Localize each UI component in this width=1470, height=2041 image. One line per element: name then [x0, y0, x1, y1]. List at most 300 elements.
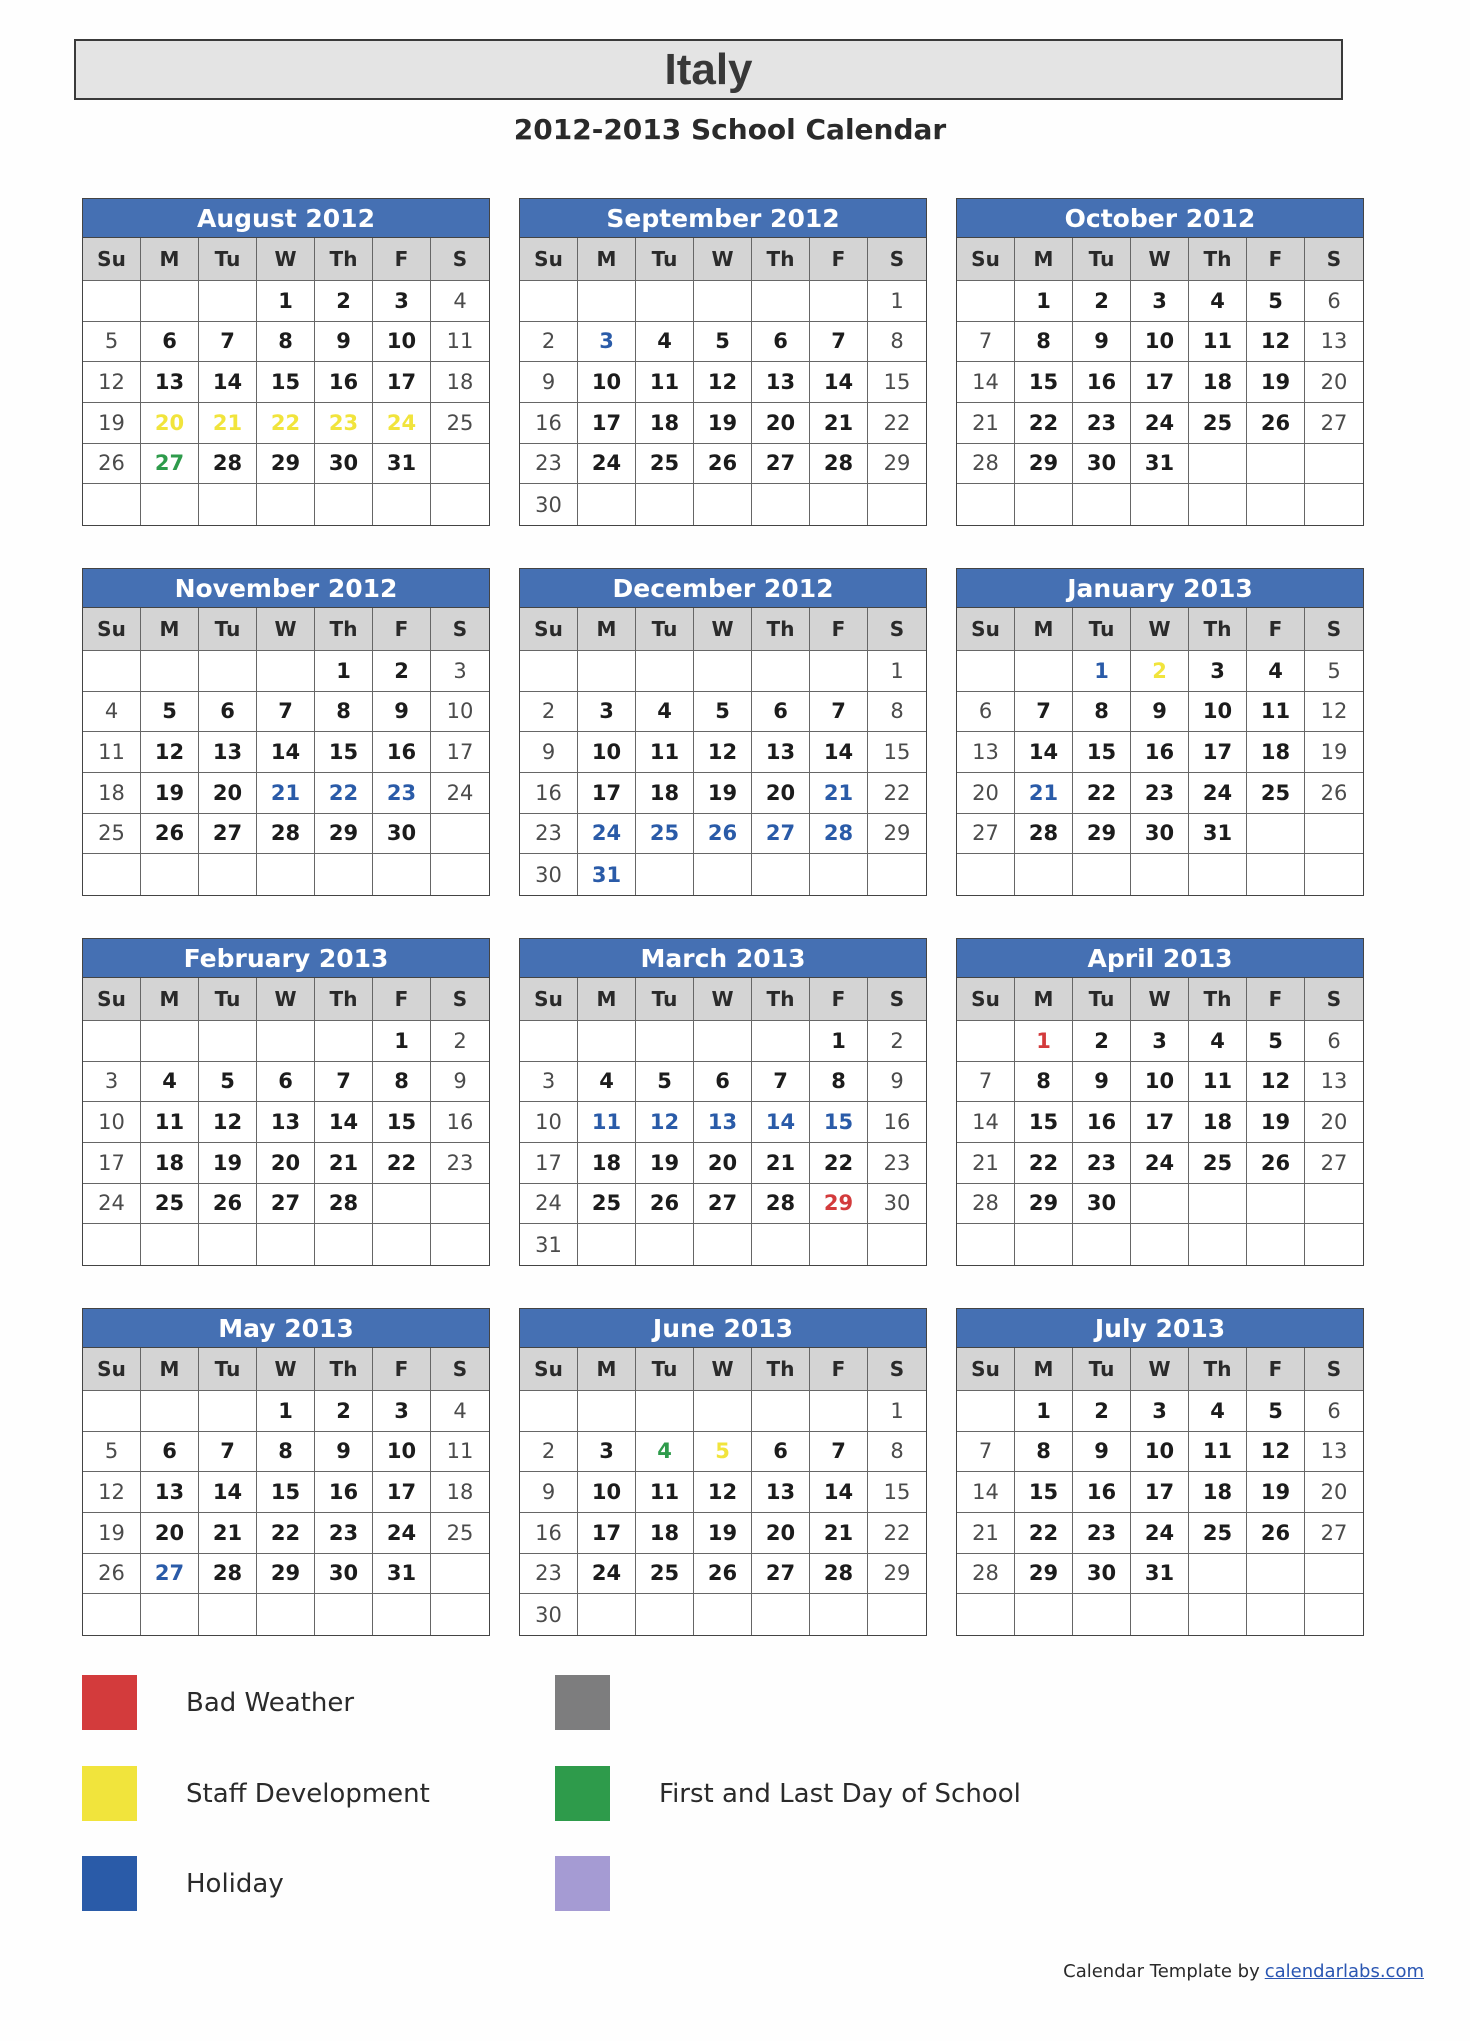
day-cell: 30 [520, 854, 578, 895]
day-cell: 16 [1073, 1102, 1131, 1143]
day-cell: 9 [1073, 1432, 1131, 1473]
day-cell: 20 [752, 403, 810, 444]
day-cell: 5 [694, 1432, 752, 1473]
empty-cell [1015, 854, 1073, 895]
day-cell: 14 [199, 1472, 257, 1513]
empty-cell [810, 1391, 868, 1432]
empty-cell [1015, 1594, 1073, 1635]
day-cell: 17 [373, 362, 431, 403]
day-cell: 22 [1073, 773, 1131, 814]
day-cell: 1 [257, 1391, 315, 1432]
empty-cell [199, 1224, 257, 1265]
empty-cell [1305, 1594, 1363, 1635]
day-cell: 28 [957, 1184, 1015, 1225]
day-cell: 3 [373, 1391, 431, 1432]
weekday-label: M [1015, 608, 1073, 651]
weekday-label: F [373, 1348, 431, 1391]
day-cell: 28 [810, 1554, 868, 1595]
empty-cell [199, 854, 257, 895]
day-cell: 12 [1247, 1062, 1305, 1103]
day-cell: 24 [83, 1184, 141, 1225]
day-cell: 12 [694, 732, 752, 773]
day-cell: 19 [1305, 732, 1363, 773]
day-cell: 18 [1247, 732, 1305, 773]
day-cell: 12 [1247, 1432, 1305, 1473]
empty-cell [1073, 1594, 1131, 1635]
day-cell: 20 [1305, 1472, 1363, 1513]
empty-cell [199, 1391, 257, 1432]
empty-cell [694, 1224, 752, 1265]
empty-cell [1305, 484, 1363, 525]
empty-cell [1305, 854, 1363, 895]
day-cell: 15 [315, 732, 373, 773]
day-cell: 22 [1015, 403, 1073, 444]
empty-cell [431, 854, 489, 895]
empty-cell [694, 1594, 752, 1635]
empty-cell [431, 1184, 489, 1225]
day-cell: 7 [957, 1062, 1015, 1103]
weekday-label: Tu [636, 978, 694, 1021]
day-cell: 21 [752, 1143, 810, 1184]
day-cell: 16 [315, 362, 373, 403]
empty-cell [373, 1594, 431, 1635]
day-cell: 8 [868, 322, 926, 363]
day-cell: 30 [868, 1184, 926, 1225]
weekday-label: S [431, 608, 489, 651]
weekday-label: S [1305, 1348, 1363, 1391]
day-cell: 16 [520, 1513, 578, 1554]
day-cell: 2 [1131, 651, 1189, 692]
day-cell: 31 [520, 1224, 578, 1265]
month-calendar [519, 938, 927, 1266]
month-calendar [82, 938, 490, 1266]
day-cell: 19 [83, 1513, 141, 1554]
day-cell: 9 [1073, 322, 1131, 363]
day-cell: 16 [868, 1102, 926, 1143]
day-cell: 2 [520, 1432, 578, 1473]
day-cell: 10 [373, 1432, 431, 1473]
month-title: December 2012 [520, 569, 926, 608]
day-cell: 29 [868, 1554, 926, 1595]
day-cell: 23 [315, 403, 373, 444]
empty-cell [257, 854, 315, 895]
empty-cell [141, 1594, 199, 1635]
day-cell: 25 [1247, 773, 1305, 814]
month-title: November 2012 [83, 569, 489, 608]
empty-cell [520, 281, 578, 322]
day-cell: 15 [868, 1472, 926, 1513]
empty-cell [257, 1021, 315, 1062]
weekday-label: S [868, 608, 926, 651]
day-cell: 23 [868, 1143, 926, 1184]
empty-cell [1247, 484, 1305, 525]
empty-cell [694, 854, 752, 895]
day-cell: 23 [1073, 1143, 1131, 1184]
empty-cell [1305, 1554, 1363, 1595]
day-cell: 25 [578, 1184, 636, 1225]
day-cell: 2 [1073, 1391, 1131, 1432]
day-cell: 26 [694, 444, 752, 485]
day-cell: 7 [199, 322, 257, 363]
day-cell: 22 [1015, 1143, 1073, 1184]
day-cell: 13 [141, 1472, 199, 1513]
empty-cell [141, 484, 199, 525]
empty-cell [578, 1021, 636, 1062]
day-cell: 17 [578, 1513, 636, 1554]
day-cell: 4 [1189, 1021, 1247, 1062]
day-cell: 19 [1247, 1102, 1305, 1143]
empty-cell [752, 281, 810, 322]
empty-cell [199, 1594, 257, 1635]
weekday-label: S [868, 978, 926, 1021]
day-cell: 27 [199, 814, 257, 855]
month-title: September 2012 [520, 199, 926, 238]
day-cell: 27 [752, 444, 810, 485]
day-cell: 8 [257, 322, 315, 363]
day-cell: 28 [315, 1184, 373, 1225]
day-cell: 20 [752, 773, 810, 814]
day-cell: 25 [1189, 1513, 1247, 1554]
day-cell: 22 [257, 403, 315, 444]
day-cell: 19 [1247, 362, 1305, 403]
day-cell: 28 [1015, 814, 1073, 855]
weekday-label: Tu [636, 1348, 694, 1391]
day-cell: 23 [431, 1143, 489, 1184]
day-cell: 28 [199, 1554, 257, 1595]
weekday-label: Th [1189, 1348, 1247, 1391]
day-cell: 6 [199, 692, 257, 733]
empty-cell [315, 1594, 373, 1635]
day-cell: 28 [752, 1184, 810, 1225]
weekday-label: S [431, 1348, 489, 1391]
title-banner [74, 39, 1343, 100]
weekday-label: M [1015, 978, 1073, 1021]
empty-cell [694, 281, 752, 322]
weekday-label: Tu [199, 608, 257, 651]
day-cell: 20 [1305, 1102, 1363, 1143]
weekday-label: F [1247, 1348, 1305, 1391]
month-title: April 2013 [957, 939, 1363, 978]
day-cell: 21 [957, 1513, 1015, 1554]
day-cell: 13 [1305, 1062, 1363, 1103]
weekday-label: Th [1189, 608, 1247, 651]
day-cell: 2 [373, 651, 431, 692]
day-cell: 3 [1131, 1391, 1189, 1432]
weekday-label: M [578, 608, 636, 651]
month-calendar [519, 198, 927, 526]
day-cell: 17 [1189, 732, 1247, 773]
day-cell: 17 [83, 1143, 141, 1184]
day-cell: 18 [636, 773, 694, 814]
empty-cell [1189, 444, 1247, 485]
weekday-label: W [257, 1348, 315, 1391]
empty-cell [752, 1594, 810, 1635]
weekday-label: F [1247, 608, 1305, 651]
empty-cell [1305, 1224, 1363, 1265]
day-cell: 18 [431, 1472, 489, 1513]
empty-cell [1131, 1594, 1189, 1635]
day-cell: 7 [1015, 692, 1073, 733]
day-cell: 12 [83, 362, 141, 403]
day-cell: 20 [957, 773, 1015, 814]
day-cell: 5 [199, 1062, 257, 1103]
empty-cell [257, 651, 315, 692]
day-cell: 30 [1073, 444, 1131, 485]
day-cell: 28 [257, 814, 315, 855]
empty-cell [141, 281, 199, 322]
weekday-label: W [1131, 1348, 1189, 1391]
day-cell: 14 [257, 732, 315, 773]
empty-cell [1015, 484, 1073, 525]
month-title: July 2013 [957, 1309, 1363, 1348]
day-cell: 24 [373, 1513, 431, 1554]
day-cell: 1 [1015, 1391, 1073, 1432]
day-cell: 14 [810, 732, 868, 773]
day-cell: 13 [694, 1102, 752, 1143]
empty-cell [83, 1021, 141, 1062]
empty-cell [1247, 1554, 1305, 1595]
day-cell: 17 [431, 732, 489, 773]
day-cell: 4 [431, 1391, 489, 1432]
legend-label: Bad Weather [186, 1687, 355, 1718]
day-cell: 12 [1305, 692, 1363, 733]
empty-cell [636, 1021, 694, 1062]
day-cell: 13 [752, 732, 810, 773]
day-cell: 29 [1015, 444, 1073, 485]
day-cell: 29 [810, 1184, 868, 1225]
empty-cell [431, 1224, 489, 1265]
day-cell: 25 [431, 1513, 489, 1554]
weekday-label: Su [520, 978, 578, 1021]
day-cell: 4 [431, 281, 489, 322]
day-cell: 7 [810, 692, 868, 733]
day-cell: 15 [257, 1472, 315, 1513]
day-cell: 7 [957, 322, 1015, 363]
weekday-label: W [694, 238, 752, 281]
weekday-label: M [578, 238, 636, 281]
day-cell: 21 [315, 1143, 373, 1184]
empty-cell [1247, 1224, 1305, 1265]
day-cell: 24 [520, 1184, 578, 1225]
day-cell: 24 [1131, 1143, 1189, 1184]
empty-cell [1247, 1184, 1305, 1225]
day-cell: 20 [1305, 362, 1363, 403]
day-cell: 19 [141, 773, 199, 814]
legend-item-purple [555, 1856, 610, 1911]
calendarlabs-link[interactable]: calendarlabs.com [1264, 1961, 1424, 1982]
day-cell: 11 [1189, 1432, 1247, 1473]
weekday-label: Su [957, 1348, 1015, 1391]
day-cell: 11 [431, 322, 489, 363]
weekday-label: F [810, 608, 868, 651]
empty-cell [957, 1224, 1015, 1265]
day-cell: 30 [520, 484, 578, 525]
empty-cell [868, 854, 926, 895]
day-cell: 30 [520, 1594, 578, 1635]
day-cell: 26 [141, 814, 199, 855]
day-cell: 29 [868, 814, 926, 855]
weekday-label: Th [752, 1348, 810, 1391]
empty-cell [431, 484, 489, 525]
empty-cell [1073, 854, 1131, 895]
day-cell: 18 [83, 773, 141, 814]
day-cell: 27 [1305, 403, 1363, 444]
day-cell: 11 [1247, 692, 1305, 733]
red-swatch [82, 1675, 137, 1730]
day-cell: 31 [1131, 1554, 1189, 1595]
day-cell: 16 [1073, 1472, 1131, 1513]
weekday-label: W [257, 238, 315, 281]
empty-cell [520, 1391, 578, 1432]
day-cell: 19 [694, 773, 752, 814]
weekday-label: S [1305, 978, 1363, 1021]
empty-cell [83, 854, 141, 895]
day-cell: 10 [578, 362, 636, 403]
day-cell: 17 [373, 1472, 431, 1513]
day-cell: 9 [1131, 692, 1189, 733]
weekday-label: Th [315, 238, 373, 281]
day-cell: 4 [1189, 281, 1247, 322]
weekday-label: M [141, 978, 199, 1021]
day-cell: 11 [141, 1102, 199, 1143]
day-cell: 23 [1073, 1513, 1131, 1554]
day-cell: 30 [315, 1554, 373, 1595]
day-cell: 2 [520, 322, 578, 363]
day-cell: 29 [315, 814, 373, 855]
day-cell: 8 [810, 1062, 868, 1103]
empty-cell [752, 651, 810, 692]
day-cell: 11 [431, 1432, 489, 1473]
month-title: March 2013 [520, 939, 926, 978]
legend-item-staff-development [82, 1766, 430, 1821]
weekday-label: Su [520, 1348, 578, 1391]
day-cell: 5 [1247, 1021, 1305, 1062]
blue-swatch [82, 1856, 137, 1911]
page-title: Italy [664, 44, 753, 94]
weekday-label: Su [957, 608, 1015, 651]
day-cell: 29 [1073, 814, 1131, 855]
day-cell: 6 [1305, 1391, 1363, 1432]
day-cell: 3 [1131, 281, 1189, 322]
day-cell: 14 [1015, 732, 1073, 773]
day-cell: 11 [83, 732, 141, 773]
day-cell: 5 [83, 1432, 141, 1473]
empty-cell [868, 1594, 926, 1635]
weekday-label: Tu [636, 608, 694, 651]
empty-cell [957, 1021, 1015, 1062]
empty-cell [868, 1224, 926, 1265]
day-cell: 29 [257, 444, 315, 485]
day-cell: 5 [1247, 281, 1305, 322]
empty-cell [315, 484, 373, 525]
day-cell: 6 [141, 322, 199, 363]
day-cell: 22 [810, 1143, 868, 1184]
day-cell: 1 [868, 281, 926, 322]
month-calendar [956, 1308, 1364, 1636]
day-cell: 16 [431, 1102, 489, 1143]
weekday-label: F [373, 978, 431, 1021]
day-cell: 22 [373, 1143, 431, 1184]
day-cell: 5 [1305, 651, 1363, 692]
day-cell: 12 [141, 732, 199, 773]
day-cell: 10 [373, 322, 431, 363]
day-cell: 6 [752, 692, 810, 733]
day-cell: 27 [141, 444, 199, 485]
day-cell: 15 [1015, 1472, 1073, 1513]
day-cell: 6 [141, 1432, 199, 1473]
empty-cell [578, 1594, 636, 1635]
month-calendar [519, 1308, 927, 1636]
day-cell: 1 [315, 651, 373, 692]
day-cell: 11 [578, 1102, 636, 1143]
empty-cell [83, 1224, 141, 1265]
day-cell: 11 [636, 1472, 694, 1513]
day-cell: 21 [957, 403, 1015, 444]
empty-cell [1015, 1224, 1073, 1265]
day-cell: 17 [1131, 1102, 1189, 1143]
legend-item-grey [555, 1675, 610, 1730]
day-cell: 2 [315, 281, 373, 322]
day-cell: 10 [1189, 692, 1247, 733]
month-calendar [519, 568, 927, 896]
day-cell: 10 [83, 1102, 141, 1143]
day-cell: 25 [636, 444, 694, 485]
day-cell: 27 [694, 1184, 752, 1225]
empty-cell [1305, 1184, 1363, 1225]
empty-cell [199, 484, 257, 525]
day-cell: 6 [752, 1432, 810, 1473]
empty-cell [810, 281, 868, 322]
empty-cell [373, 1184, 431, 1225]
day-cell: 9 [520, 362, 578, 403]
day-cell: 6 [1305, 281, 1363, 322]
day-cell: 8 [868, 1432, 926, 1473]
day-cell: 18 [578, 1143, 636, 1184]
weekday-label: M [1015, 1348, 1073, 1391]
day-cell: 21 [257, 773, 315, 814]
empty-cell [520, 651, 578, 692]
day-cell: 9 [373, 692, 431, 733]
day-cell: 24 [1189, 773, 1247, 814]
month-calendar [82, 198, 490, 526]
day-cell: 9 [520, 1472, 578, 1513]
page-subtitle: 2012-2013 School Calendar [513, 113, 947, 146]
empty-cell [694, 1021, 752, 1062]
empty-cell [810, 651, 868, 692]
day-cell: 8 [868, 692, 926, 733]
empty-cell [1305, 814, 1363, 855]
empty-cell [141, 651, 199, 692]
day-cell: 10 [578, 732, 636, 773]
day-cell: 12 [636, 1102, 694, 1143]
day-cell: 16 [520, 773, 578, 814]
day-cell: 12 [83, 1472, 141, 1513]
day-cell: 9 [431, 1062, 489, 1103]
day-cell: 1 [257, 281, 315, 322]
day-cell: 15 [1073, 732, 1131, 773]
day-cell: 17 [578, 773, 636, 814]
empty-cell [752, 1224, 810, 1265]
day-cell: 13 [199, 732, 257, 773]
day-cell: 11 [1189, 1062, 1247, 1103]
weekday-label: Tu [636, 238, 694, 281]
day-cell: 27 [957, 814, 1015, 855]
empty-cell [578, 1224, 636, 1265]
day-cell: 8 [1015, 1062, 1073, 1103]
day-cell: 10 [1131, 1432, 1189, 1473]
day-cell: 15 [373, 1102, 431, 1143]
weekday-label: Th [315, 1348, 373, 1391]
